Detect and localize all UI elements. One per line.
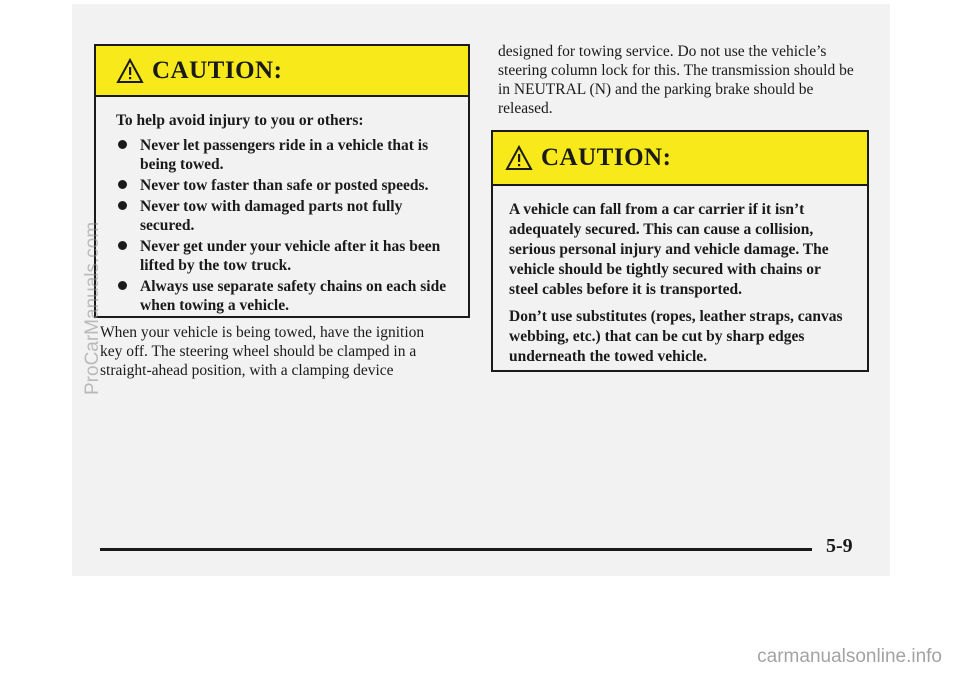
bullet-dot-icon xyxy=(118,180,127,189)
caution-heading-text: CAUTION: xyxy=(152,56,283,84)
caution-bullet xyxy=(116,277,458,315)
caution-bullet-text: Always use separate safety chains on each side when towing a vehicle. xyxy=(140,278,447,314)
warning-triangle-icon xyxy=(505,145,533,171)
caution-bullet xyxy=(116,136,458,174)
caution-bullet-list xyxy=(116,136,458,315)
towing-paragraph-left: When your vehicle is being towed, have the ignition key off. The steering wheel should be clamped in a straight-ahead position, with a clamping device xyxy=(100,324,425,379)
warning-triangle-icon xyxy=(116,58,144,84)
caution-box-right xyxy=(491,130,869,372)
caution-heading-left xyxy=(96,46,468,97)
caution-body-left xyxy=(96,97,468,315)
caution-bullet-text: Never tow with damaged parts not fully secured. xyxy=(140,198,403,234)
caution-heading-right xyxy=(493,132,867,186)
caution-bullet xyxy=(116,176,458,195)
bullet-dot-icon xyxy=(118,140,127,149)
footer-rule xyxy=(100,548,812,551)
caution-box-left xyxy=(94,44,470,318)
bottom-watermark: carmanualsonline.info xyxy=(757,646,942,667)
caution-bullet-text: Never tow faster than safe or posted speeds. xyxy=(140,177,429,194)
bullet-dot-icon xyxy=(118,241,127,250)
caution-bullet xyxy=(116,237,458,275)
towing-paragraph-right: designed for towing service. Do not use the vehicle’s steering column lock for this. The transmission should be in NEUTRAL (N) and the parking brake should be released. xyxy=(498,43,854,117)
page-number: 5-9 xyxy=(826,535,853,557)
caution-paragraph: Don’t use substitutes (ropes, leather straps, canvas webbing, etc.) that can be cut by sharp edges underneath the towed vehicle. xyxy=(509,308,843,365)
bullet-dot-icon xyxy=(118,201,127,210)
caution-heading-text: CAUTION: xyxy=(541,144,672,171)
caution-intro: To help avoid injury to you or others: xyxy=(116,112,364,129)
caution-paragraph: A vehicle can fall from a car carrier if it isn’t adequately secured. This can cause a collision, serious personal injury and vehicle damage. The vehicle should be tightly secured with chains or steel cables before it is transported. xyxy=(509,201,829,298)
bullet-dot-icon xyxy=(118,281,127,290)
caution-bullet-text: Never let passengers ride in a vehicle that is being towed. xyxy=(140,137,429,173)
caution-bullet-text: Never get under your vehicle after it has been lifted by the tow truck. xyxy=(140,238,441,274)
caution-body-right xyxy=(493,186,867,367)
side-watermark: ProCarManuals.com xyxy=(82,221,103,395)
caution-bullet xyxy=(116,197,458,235)
